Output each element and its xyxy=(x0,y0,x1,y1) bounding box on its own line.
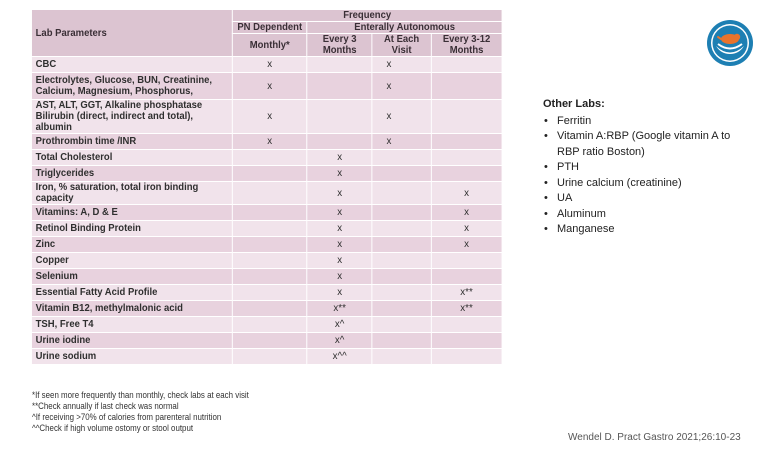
header-lab-parameters: Lab Parameters xyxy=(31,10,232,57)
lab-parameter-cell: Copper xyxy=(31,253,232,269)
footnote: ^If receiving >70% of calories from parenteral nutrition xyxy=(32,412,222,422)
header-col-every-3-months: Every 3 Months xyxy=(307,34,372,57)
frequency-mark-cell: x^ xyxy=(307,317,372,333)
frequency-mark-cell xyxy=(372,166,431,182)
frequency-mark-cell xyxy=(232,333,307,349)
table-row xyxy=(31,166,502,182)
frequency-mark-cell xyxy=(372,317,431,333)
table-row xyxy=(31,269,502,285)
table-row xyxy=(31,349,502,365)
frequency-mark-cell: x xyxy=(307,285,372,301)
table-row xyxy=(31,221,502,237)
frequency-mark-cell xyxy=(431,317,502,333)
lab-parameter-cell: Zinc xyxy=(31,237,232,253)
frequency-mark-cell: x xyxy=(431,221,502,237)
lab-parameter-cell: AST, ALT, GGT, Alkaline phosphatase Bilirubin (direct, indirect and total), albumin xyxy=(31,100,232,134)
frequency-mark-cell xyxy=(431,134,502,150)
lab-parameter-cell: Triglycerides xyxy=(31,166,232,182)
frequency-mark-cell xyxy=(232,205,307,221)
list-item: • UA xyxy=(543,191,737,207)
frequency-mark-cell: x** xyxy=(307,301,372,317)
frequency-mark-cell: x xyxy=(372,57,431,73)
frequency-mark-cell xyxy=(307,57,372,73)
frequency-mark-cell xyxy=(372,285,431,301)
lab-frequency-table xyxy=(31,9,503,365)
frequency-mark-cell xyxy=(372,349,431,365)
frequency-mark-cell xyxy=(431,57,502,73)
frequency-mark-cell: x xyxy=(431,182,502,205)
lab-frequency-table-container xyxy=(31,9,503,365)
frequency-mark-cell: x xyxy=(307,253,372,269)
frequency-mark-cell: x xyxy=(431,205,502,221)
frequency-mark-cell xyxy=(431,269,502,285)
frequency-mark-cell: x xyxy=(307,166,372,182)
frequency-mark-cell: x xyxy=(232,57,307,73)
lab-parameter-cell: Urine sodium xyxy=(31,349,232,365)
table-row xyxy=(31,134,502,150)
frequency-mark-cell xyxy=(232,269,307,285)
frequency-mark-cell xyxy=(372,237,431,253)
frequency-mark-cell xyxy=(307,100,372,134)
lab-parameter-cell: Electrolytes, Glucose, BUN, Creatinine, Calcium, Magnesium, Phosphorus, xyxy=(31,73,232,100)
hands-holding-baby-logo-icon xyxy=(706,19,754,67)
frequency-mark-cell: x xyxy=(431,237,502,253)
lab-parameter-cell: Essential Fatty Acid Profile xyxy=(31,285,232,301)
frequency-mark-cell xyxy=(431,100,502,134)
list-item: • Urine calcium (creatinine) xyxy=(543,176,737,192)
citation: Wendel D. Pract Gastro 2021;26:10-23 xyxy=(568,432,741,443)
frequency-mark-cell xyxy=(372,301,431,317)
list-item: • Manganese xyxy=(543,222,737,238)
list-item: • Vitamin A:RBP (Google vitamin A to RBP ratio Boston) xyxy=(543,129,737,160)
frequency-mark-cell xyxy=(232,237,307,253)
frequency-mark-cell xyxy=(431,349,502,365)
frequency-mark-cell: x** xyxy=(431,301,502,317)
table-row xyxy=(31,285,502,301)
frequency-mark-cell xyxy=(431,333,502,349)
frequency-mark-cell xyxy=(232,301,307,317)
header-col-at-each-visit: At Each Visit xyxy=(372,34,431,57)
lab-parameter-cell: Retinol Binding Protein xyxy=(31,221,232,237)
frequency-mark-cell xyxy=(372,221,431,237)
table-row xyxy=(31,317,502,333)
lab-parameter-cell: Selenium xyxy=(31,269,232,285)
other-labs-panel xyxy=(543,97,737,238)
frequency-mark-cell: x xyxy=(307,237,372,253)
other-labs-title: Other Labs: xyxy=(543,98,605,110)
frequency-mark-cell xyxy=(232,253,307,269)
frequency-mark-cell xyxy=(372,333,431,349)
frequency-mark-cell xyxy=(307,73,372,100)
header-col-every-3-12-months: Every 3-12 Months xyxy=(431,34,502,57)
table-row xyxy=(31,182,502,205)
footnote: ^^Check if high volume ostomy or stool output xyxy=(32,423,194,433)
frequency-mark-cell xyxy=(431,73,502,100)
frequency-mark-cell xyxy=(431,166,502,182)
table-row xyxy=(31,100,502,134)
frequency-mark-cell: x^ xyxy=(307,333,372,349)
frequency-mark-cell xyxy=(232,182,307,205)
lab-parameter-cell: TSH, Free T4 xyxy=(31,317,232,333)
frequency-mark-cell: x xyxy=(372,73,431,100)
other-labs-list xyxy=(543,114,737,238)
footnote: **Check annually if last check was normal xyxy=(32,401,179,411)
frequency-mark-cell: x xyxy=(372,134,431,150)
list-item: • Ferritin xyxy=(543,114,737,130)
frequency-mark-cell xyxy=(372,150,431,166)
frequency-mark-cell xyxy=(372,269,431,285)
header-frequency: Frequency xyxy=(232,10,502,22)
frequency-mark-cell: x xyxy=(307,221,372,237)
frequency-mark-cell xyxy=(307,134,372,150)
table-row xyxy=(31,73,502,100)
frequency-mark-cell xyxy=(232,285,307,301)
lab-parameter-cell: Iron, % saturation, total iron binding capacity xyxy=(31,182,232,205)
frequency-mark-cell xyxy=(431,253,502,269)
header-enterally-autonomous: Enterally Autonomous xyxy=(307,22,502,34)
frequency-mark-cell: x xyxy=(307,150,372,166)
lab-parameter-cell: Urine iodine xyxy=(31,333,232,349)
footnote: *If seen more frequently than monthly, check labs at each visit xyxy=(32,390,249,400)
table-row xyxy=(31,237,502,253)
frequency-mark-cell: x xyxy=(372,100,431,134)
table-row xyxy=(31,333,502,349)
frequency-mark-cell xyxy=(232,166,307,182)
table-row xyxy=(31,253,502,269)
frequency-mark-cell: x xyxy=(232,134,307,150)
frequency-mark-cell: x^^ xyxy=(307,349,372,365)
lab-parameter-cell: Total Cholesterol xyxy=(31,150,232,166)
header-col-monthly: Monthly* xyxy=(232,34,307,57)
frequency-mark-cell: x xyxy=(307,205,372,221)
frequency-mark-cell: x** xyxy=(431,285,502,301)
frequency-mark-cell: x xyxy=(307,269,372,285)
frequency-mark-cell: x xyxy=(232,100,307,134)
lab-table-body xyxy=(31,57,502,365)
frequency-mark-cell: x xyxy=(307,182,372,205)
table-row xyxy=(31,205,502,221)
frequency-mark-cell xyxy=(232,349,307,365)
lab-parameter-cell: CBC xyxy=(31,57,232,73)
table-row xyxy=(31,301,502,317)
header-pn-dependent: PN Dependent xyxy=(232,22,307,34)
list-item: • PTH xyxy=(543,160,737,176)
frequency-mark-cell xyxy=(232,150,307,166)
lab-parameter-cell: Prothrombin time /INR xyxy=(31,134,232,150)
frequency-mark-cell xyxy=(232,221,307,237)
frequency-mark-cell xyxy=(372,182,431,205)
table-footnotes xyxy=(32,390,249,434)
lab-parameter-cell: Vitamins: A, D & E xyxy=(31,205,232,221)
list-item: • Aluminum xyxy=(543,207,737,223)
table-row xyxy=(31,150,502,166)
frequency-mark-cell xyxy=(372,253,431,269)
frequency-mark-cell xyxy=(431,150,502,166)
lab-parameter-cell: Vitamin B12, methylmalonic acid xyxy=(31,301,232,317)
table-row xyxy=(31,57,502,73)
frequency-mark-cell xyxy=(372,205,431,221)
frequency-mark-cell: x xyxy=(232,73,307,100)
frequency-mark-cell xyxy=(232,317,307,333)
